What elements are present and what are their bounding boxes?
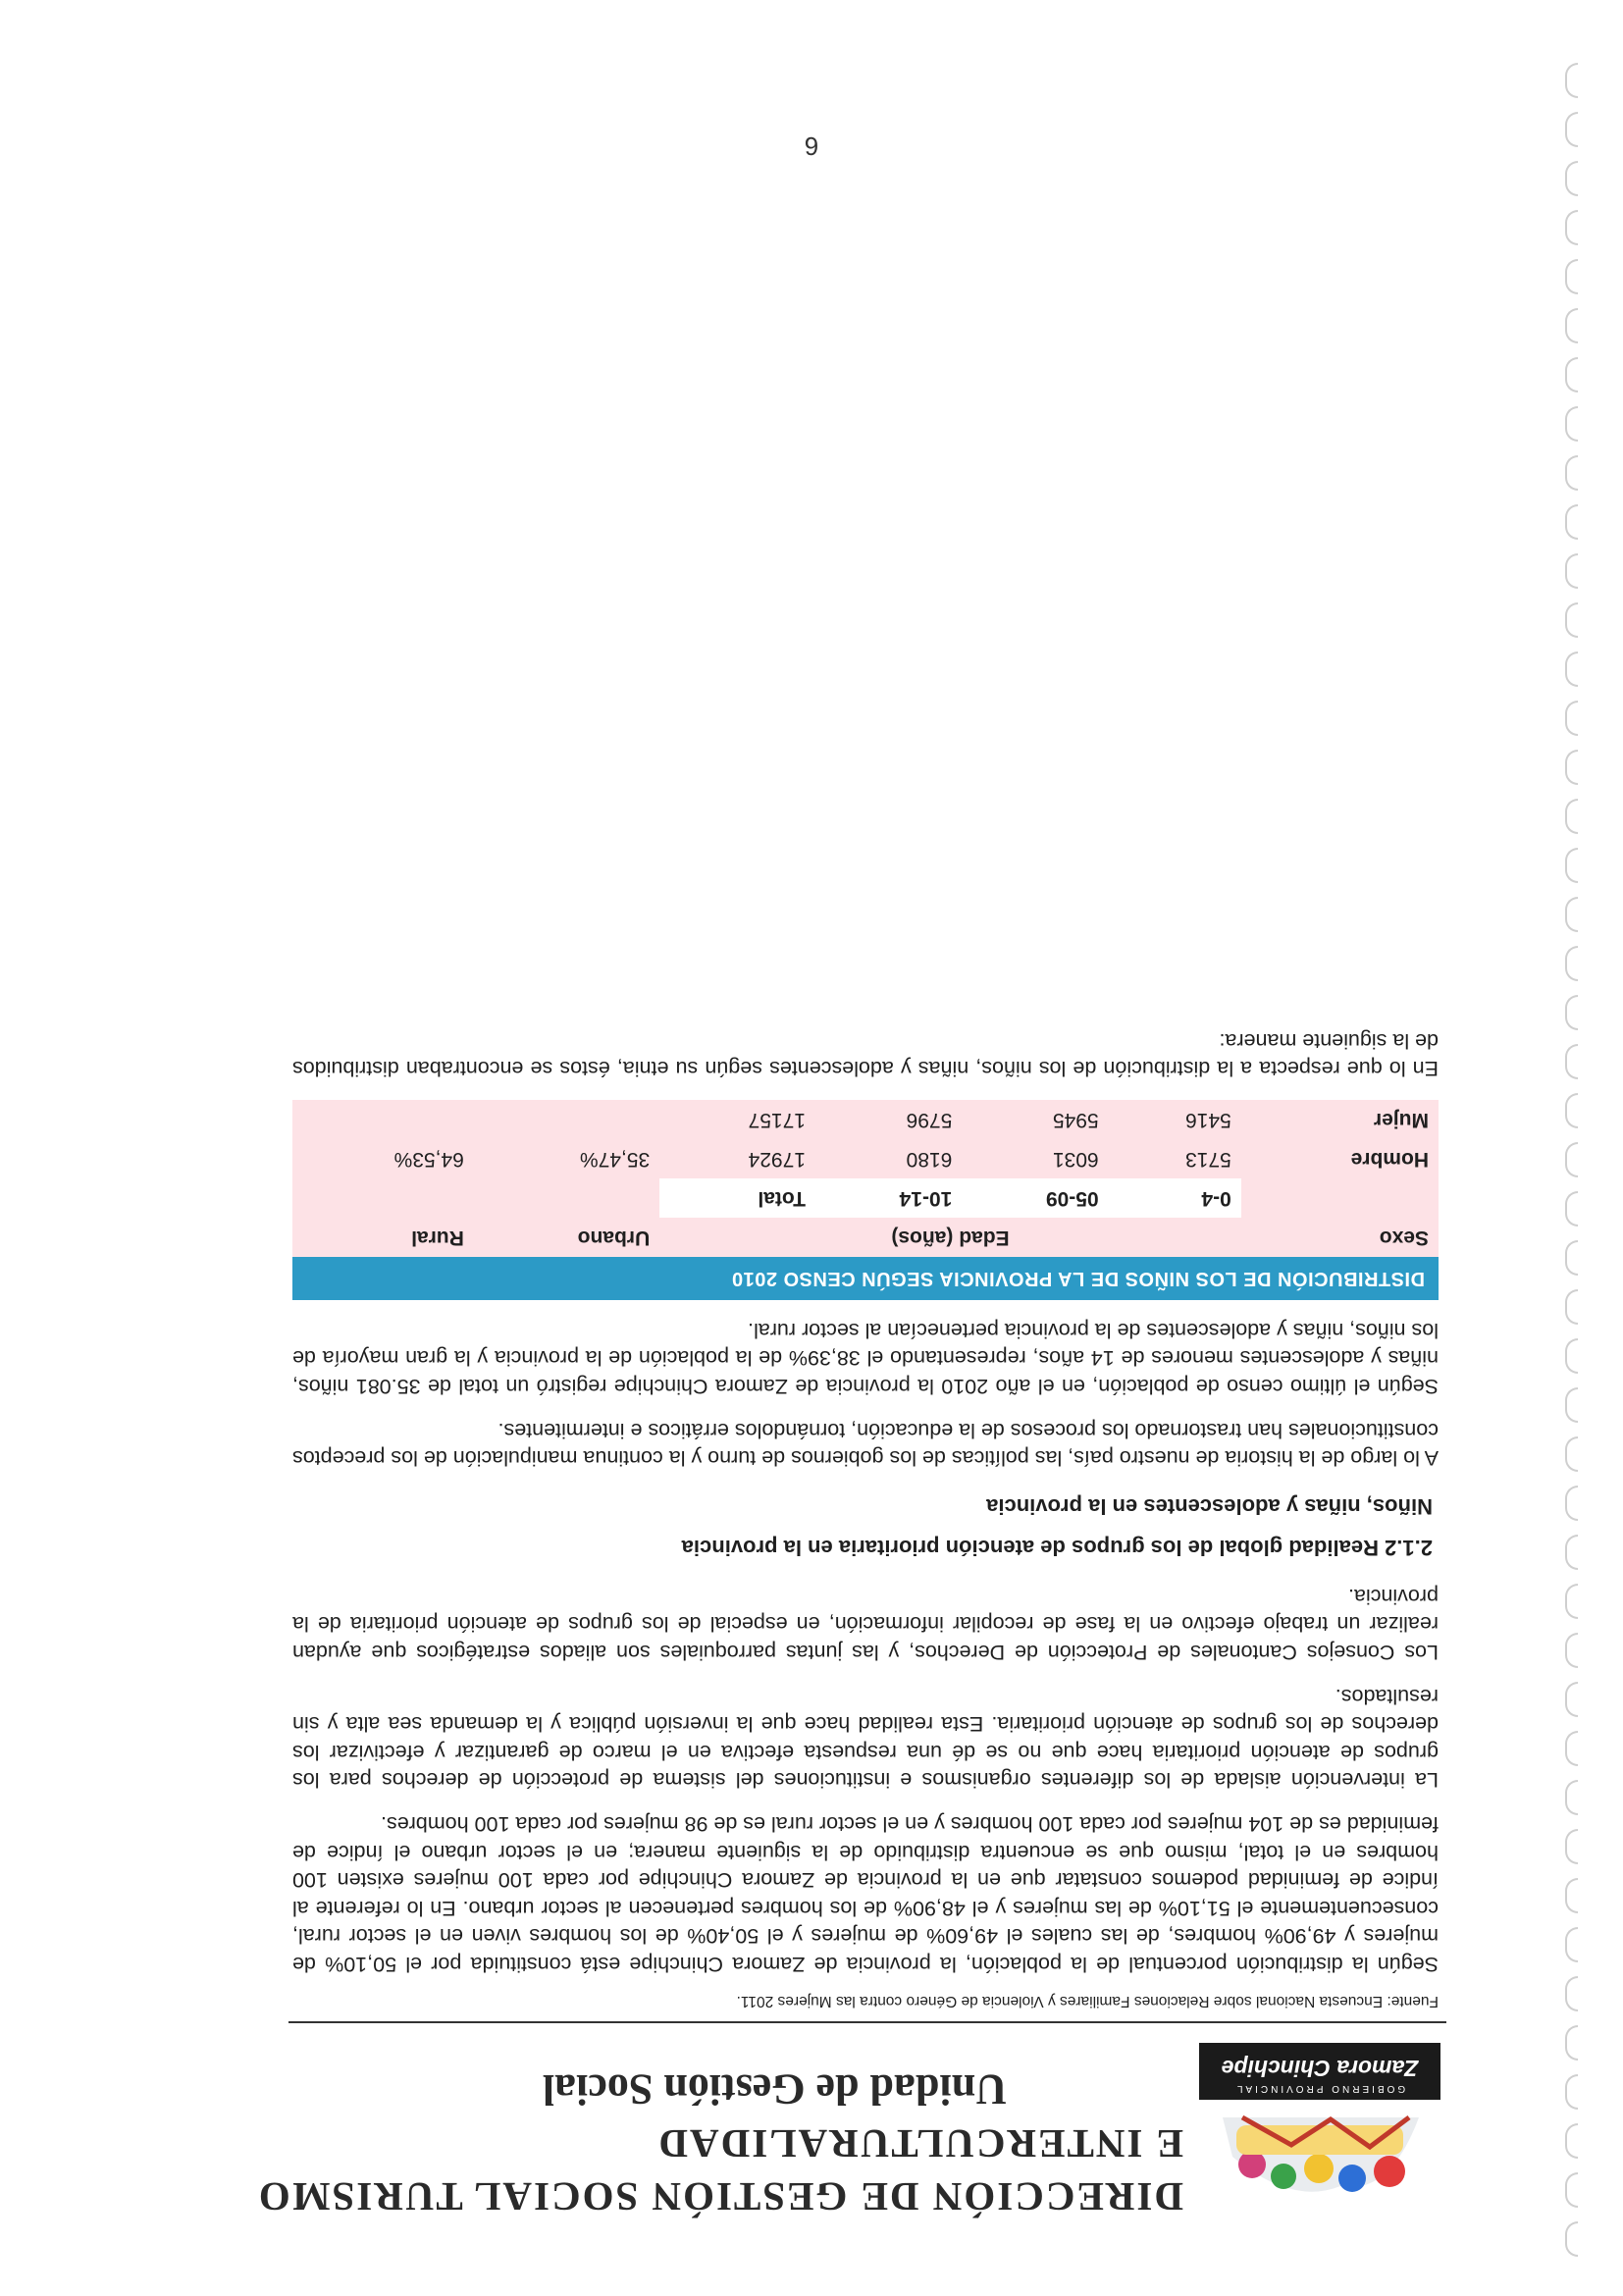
letterhead-title-line2: E INTERCULTURALIDAD (656, 2121, 1183, 2166)
binder-hole (1565, 1338, 1578, 1374)
subheader-blank (1241, 1178, 1439, 1218)
binder-hole (1565, 357, 1578, 392)
letterhead (181, 2032, 1446, 2223)
binder-holes (1548, 39, 1578, 2257)
letterhead-titles (181, 2061, 1183, 2223)
letterhead-title-line1: DIRECCIÓN DE GESTIÓN SOCIAL TURISMO (256, 2174, 1183, 2219)
binder-hole (1565, 2172, 1578, 2208)
distribution-table (292, 1100, 1439, 1300)
binder-hole (1565, 1584, 1578, 1619)
binder-hole (1565, 1682, 1578, 1717)
subheader-blank (292, 1178, 474, 1218)
table-header-row (292, 1218, 1439, 1257)
provincial-logo (1193, 2037, 1446, 2223)
binder-hole (1565, 1044, 1578, 1079)
page-number: 6 (804, 131, 819, 161)
binder-hole (1565, 161, 1578, 196)
binder-hole (1565, 701, 1578, 736)
binder-hole (1565, 63, 1578, 98)
binder-hole (1565, 1142, 1578, 1177)
binder-hole (1565, 553, 1578, 589)
subheader-10-14: 10-14 (815, 1178, 962, 1218)
binder-hole (1565, 1633, 1578, 1668)
binder-hole (1565, 995, 1578, 1030)
table-grid (292, 1100, 1439, 1257)
cell-total: 17924 (748, 1148, 807, 1172)
binder-hole (1565, 750, 1578, 785)
table-title: DISTRIBUCIÓN DE LOS NIÑOS DE LA PROVINCIA SEGÚN CENSO 2010 (292, 1257, 1439, 1300)
binder-hole (1565, 1829, 1578, 1864)
logo-brand-text: Zamora Chinchipe (1221, 2056, 1419, 2081)
section-heading: 2.1.2 Realidad global de los grupos de atención prioritaria en la provincia (681, 1536, 1433, 1561)
cell-05-09: 6031 (1052, 1148, 1099, 1172)
binder-hole (1565, 406, 1578, 442)
binder-hole (1565, 2025, 1578, 2061)
binder-hole (1565, 2221, 1578, 2257)
paragraph-ethnicity: En lo que respecta a la distribución de los niños, niñas y adolescentes según su etnia, éstos se encontraban distribuidos de la siguiente manera: (292, 1028, 1439, 1081)
logo-small-text: GOBIERNO PROVINCIAL (1233, 2083, 1406, 2094)
binder-hole (1565, 1535, 1578, 1570)
binder-hole (1565, 1240, 1578, 1276)
binder-hole (1565, 1387, 1578, 1423)
document-body (292, 1011, 1439, 2009)
binder-hole (1565, 799, 1578, 834)
table-row (292, 1100, 1439, 1139)
logo-figures-icon (1211, 2106, 1429, 2216)
binder-hole (1565, 2074, 1578, 2110)
binder-hole (1565, 1191, 1578, 1226)
subheader-blank (474, 1178, 659, 1218)
binder-hole (1565, 602, 1578, 638)
binder-hole (1565, 946, 1578, 981)
cell-10-14: 6180 (906, 1148, 953, 1172)
binder-hole (1565, 308, 1578, 343)
letterhead-title-line3: Unidad de Gestión Social (542, 2065, 1007, 2113)
header-urbano: Urbano (577, 1226, 651, 1250)
header-divider (288, 2021, 1446, 2023)
header-rural: Rural (411, 1226, 464, 1250)
binder-hole (1565, 1436, 1578, 1472)
cell-10-14: 5796 (906, 1109, 953, 1132)
cell-rural: 64,53% (393, 1148, 464, 1172)
subsection-heading: Niños, niñas y adolescentes en la provincia (986, 1494, 1433, 1520)
binder-hole (1565, 897, 1578, 932)
binder-hole (1565, 455, 1578, 491)
binder-hole (1565, 1731, 1578, 1766)
table-row (292, 1139, 1439, 1178)
cell-0-4: 5713 (1185, 1148, 1231, 1172)
binder-hole (1565, 1289, 1578, 1325)
subheader-0-4: 0-4 (1109, 1178, 1241, 1218)
binder-hole (1565, 259, 1578, 294)
binder-hole (1565, 1927, 1578, 1962)
binder-hole (1565, 1093, 1578, 1128)
cell-rural (292, 1100, 474, 1139)
logo-badge (1199, 2043, 1440, 2100)
cell-urbano (474, 1100, 659, 1139)
binder-hole (1565, 1878, 1578, 1913)
header-edad: Edad (años) (891, 1226, 1010, 1250)
subheader-05-09: 05-09 (962, 1178, 1108, 1218)
subheader-total: Total (659, 1178, 815, 1218)
cell-05-09: 5945 (1052, 1109, 1099, 1132)
paragraph-intervention: La intervención aislada de los diferentes organismos e instituciones del sistema de protección de derechos para los grupos de atención prioritaria hace que no se dé una respuesta efectiva en el marco de garantizar y efectivizar los derechos de los grupos de atención prioritaria. Esta realidad hace que la inversión pública y la demanda sea alta y sin resultados. (292, 1684, 1439, 1793)
source-note: Fuente: Encuesta Nacional sobre Relaciones Familiares y Violencia de Género contra las Mujeres 2011. (736, 1993, 1439, 2009)
cell-urbano: 35,47% (579, 1148, 651, 1172)
paragraph-councils: Los Consejos Cantonales de Protección de Derechos, y las juntas parroquiales son aliados estratégicos que ayudan realizar un trabajo efectivo en la fase de recopilar información, en especial de los grupos de atención prioritaria de la provincia. (292, 1584, 1439, 1665)
binder-hole (1565, 2123, 1578, 2159)
binder-hole (1565, 848, 1578, 883)
binder-hole (1565, 1780, 1578, 1815)
header-sexo: Sexo (1379, 1226, 1429, 1250)
binder-hole (1565, 1976, 1578, 2011)
binder-hole (1565, 1486, 1578, 1521)
cell-0-4: 5416 (1185, 1109, 1231, 1132)
paragraph-population: Según la distribución porcentual de la población, la provincia de Zamora Chinchipe está constituida por el 50,10% de mujeres y 49,90% hombres, de las cuales el 49,60% de mujeres y el 50,40% de los hombres viven en el sector rural, consecuentemente el 51,10% de las mujeres y el 48,90% de los hombres pertenecen al sector urbano. En lo referente al índice de feminidad podemos constatar que en la provincia de Zamora Chinchipe por cada 100 mujeres existen 100 hombres en el total, mismo que se encuentra distribuido de la siguiente manera; en el sector urbano el índice de feminidad es de 104 mujeres por cada 100 hombres y en el sector rural es de 98 mujeres por cada 100 hombres. (292, 1812, 1439, 1976)
table-subheader-row (292, 1178, 1439, 1218)
cell-total: 17157 (748, 1109, 807, 1132)
paragraph-history: A lo largo de la historia de nuestro país, las políticas de los gobiernos de turno y la continua manipulación de los preceptos constitucionales han trastornado los procesos de la educación, tornándolos erráticos e intermitentes. (292, 1418, 1439, 1471)
cell-sexo: Mujer (1373, 1109, 1429, 1132)
binder-hole (1565, 652, 1578, 687)
paragraph-census: Según el último censo de población, en el año 2010 la provincia de Zamora Chinchipe registró un total de 35.081 niños, niñas y adolescentes menores de 14 años, representando el 38,39% de la población de la provincia y la gran mayoría de los niños, niñas y adolescentes de la provincia pertenecían al sector rural. (292, 1318, 1439, 1399)
cell-sexo: Hombre (1350, 1148, 1429, 1172)
binder-hole (1565, 210, 1578, 245)
binder-hole (1565, 504, 1578, 540)
